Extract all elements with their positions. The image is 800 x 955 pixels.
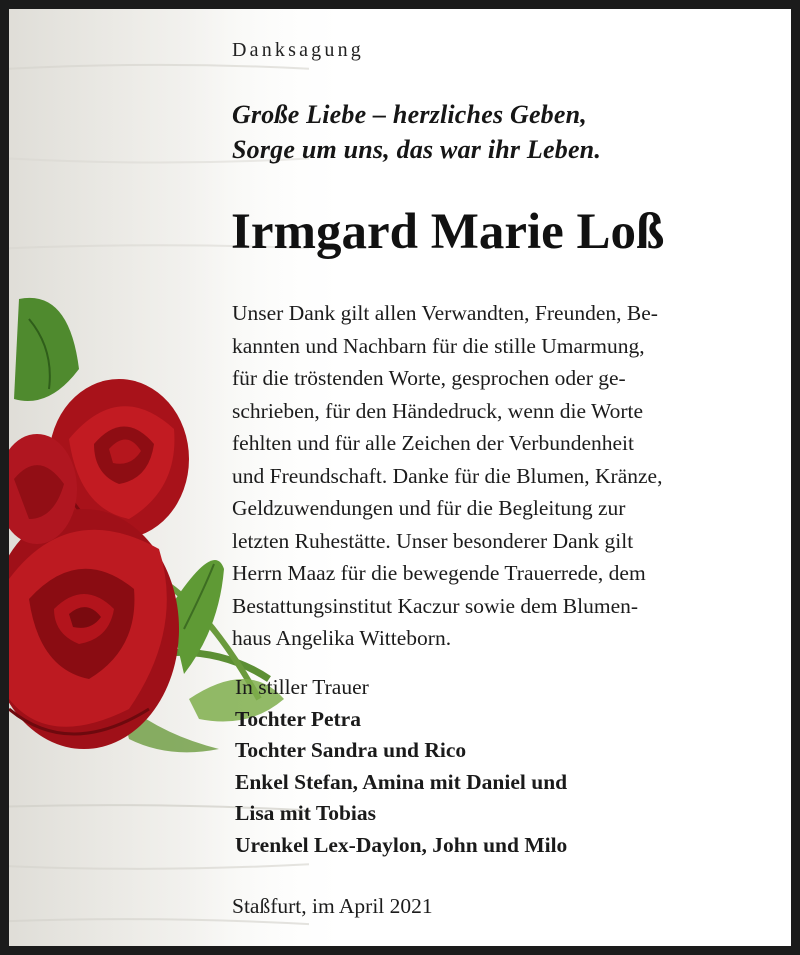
text-line: und Freundschaft. Danke für die Blumen, Kränze, <box>232 463 663 488</box>
place-and-date: Staßfurt, im April 2021 <box>232 894 433 918</box>
motto-line: Große Liebe – herzliches Geben, <box>232 100 587 129</box>
notice-heading: Danksagung <box>232 39 364 61</box>
mourning-intro: In stiller Trauer <box>235 675 369 699</box>
text-line: für die tröstenden Worte, gesprochen oder ge- <box>232 366 626 390</box>
text-line: fehlten und für alle Zeichen der Verbundenheit <box>232 431 634 455</box>
text-line: letzten Ruhestätte. Unser besonderer Dank gilt <box>232 528 634 553</box>
mourner-entry: Tochter Petra <box>235 706 361 731</box>
motto-verse <box>232 97 601 167</box>
mourner-entry: Enkel Stefan, Amina mit Daniel und <box>235 769 568 794</box>
thank-you-text <box>232 297 780 655</box>
mourner-entry: Urenkel Lex-Daylon, John und Milo <box>235 832 568 857</box>
text-line: Unser Dank gilt allen Verwandten, Freunden, Be- <box>232 301 658 325</box>
text-line: schrieben, für den Händedruck, wenn die Worte <box>232 398 643 423</box>
mourner-entry: Lisa mit Tobias <box>235 801 376 826</box>
mourner-entry: Tochter Sandra und Rico <box>235 738 467 763</box>
text-line: Geldzuwendungen und für die Begleitung zur <box>232 496 626 520</box>
deceased-name: Irmgard Marie Loß <box>231 204 665 260</box>
text-line: Herrn Maaz für die bewegende Trauerrede, dem <box>232 561 646 585</box>
mourners-list <box>235 672 567 862</box>
motto-line: Sorge um uns, das war ihr Leben. <box>232 135 602 164</box>
text-line: haus Angelika Witteborn. <box>232 626 452 650</box>
text-line: Bestattungsinstitut Kaczur sowie dem Blumen- <box>232 593 639 618</box>
text-line: kannten und Nachbarn für die stille Umarmung, <box>232 333 645 358</box>
